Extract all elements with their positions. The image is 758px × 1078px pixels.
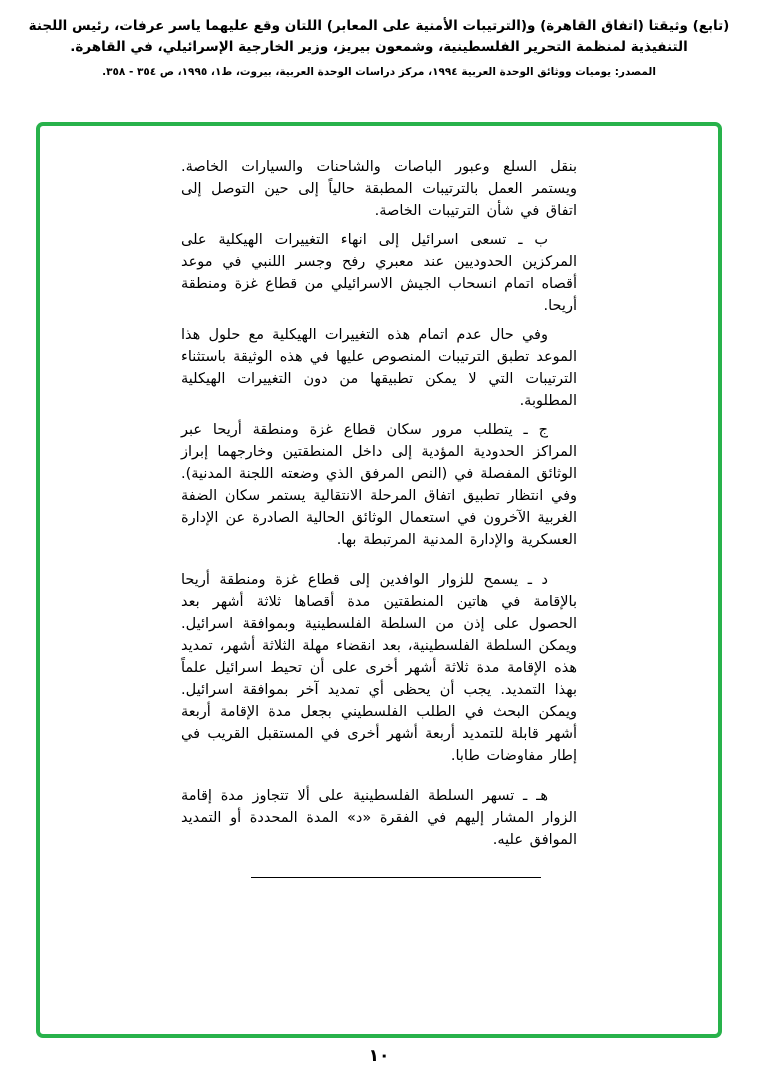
- header-source-line: المصدر: يوميات ووثائق الوحدة العربية ١٩٩٤، مركز دراسات الوحدة العربية، بيروت، ط١، ١٩٩٥، ص ٣٥٤ - ٣٥٨.: [102, 66, 656, 78]
- header-title-line-1: (تابع) وثيقتا (اتفاق القاهرة) و(الترتيبات الأمنية على المعابر) اللتان وقع عليهما ياسر عرفات، رئيس اللجنة: [28, 18, 730, 34]
- header-title-line-2: التنفيذية لمنظمة التحرير الفلسطينية، وشمعون بيريز، وزير الخارجية الإسرائيلي، في القاهرة.: [70, 39, 688, 55]
- paragraph-clause-b: ب ـ تسعى اسرائيل إلى انهاء التغييرات الهيكلية على المركزين الحدوديين عند معبري رفح وجسر اللنبي في موعد أقصاه اتمام انسحاب الجيش الاسرائيلي من قطاع غزة ومنطقة أريحا.: [181, 232, 577, 314]
- paragraph-clause-j: ج ـ يتطلب مرور سكان قطاع غزة ومنطقة أريحا عبر المراكز الحدودية المؤدية إلى داخل المنطقتين وخارجهما إبراز الوثائق المفصلة في (النص المرفق الذي وضعته اللجنة المدنية). وفي انتظار تطبيق اتفاق المرحلة الانتقالية يستمر سكان الضفة الغربية الآخرون في استعمال الوثائق الحالية الصادرة عن الإدارة العسكرية والإدارة المدنية المرتبطة بها.: [181, 422, 577, 548]
- paragraph-clause-b-continued: وفي حال عدم اتمام هذه التغييرات الهيكلية مع حلول هذا الموعد تطبق الترتيبات المنصوص عليها في هذه الوثيقة باستثناء الترتيبات التي لا يمكن تطبيقها من دون التغييرات الهيكلية المطلوبة.: [181, 327, 577, 409]
- footnote-separator-line: [251, 877, 541, 878]
- paragraph-clause-d: د ـ يسمح للزوار الوافدين إلى قطاع غزة ومنطقة أريحا بالإقامة في هاتين المنطقتين مدة أقصاها ثلاثة أشهر بعد الحصول على إذن من السلطة الفلسطينية وبموافقة اسرائيل. ويمكن السلطة الفلسطينية، بعد انقضاء مهلة الثلاثة أشهر، تمديد هذه الإقامة مدة ثلاثة أشهر أخرى على أن تحيط اسرائيل علماً بهذا التمديد. يجب أن يحظى أي تمديد آخر بموافقة اسرائيل. ويمكن البحث في الطلب الفلسطيني بجعل مدة الإقامة أربعة أشهر قابلة للتمديد أربعة أشهر أخرى في المستقبل القريب في إطار مفاوضات طابا.: [181, 572, 577, 764]
- page-number: ١٠: [368, 1046, 390, 1066]
- paragraph-continuation: بنقل السلع وعبور الباصات والشاحنات والسيارات الخاصة. ويستمر العمل بالترتيبات المطبقة حالياً إلى حين التوصل إلى اتفاق في شأن الترتيبات الخاصة.: [181, 159, 577, 219]
- paragraph-clause-h: هـ ـ تسهر السلطة الفلسطينية على ألا تتجاوز مدة إقامة الزوار المشار إليهم في الفقرة «د» المدة المحددة أو التمديد الموافق عليه.: [181, 788, 577, 848]
- document-frame: [36, 122, 722, 1038]
- document-header: [0, 0, 758, 81]
- body-text-column: [181, 156, 577, 851]
